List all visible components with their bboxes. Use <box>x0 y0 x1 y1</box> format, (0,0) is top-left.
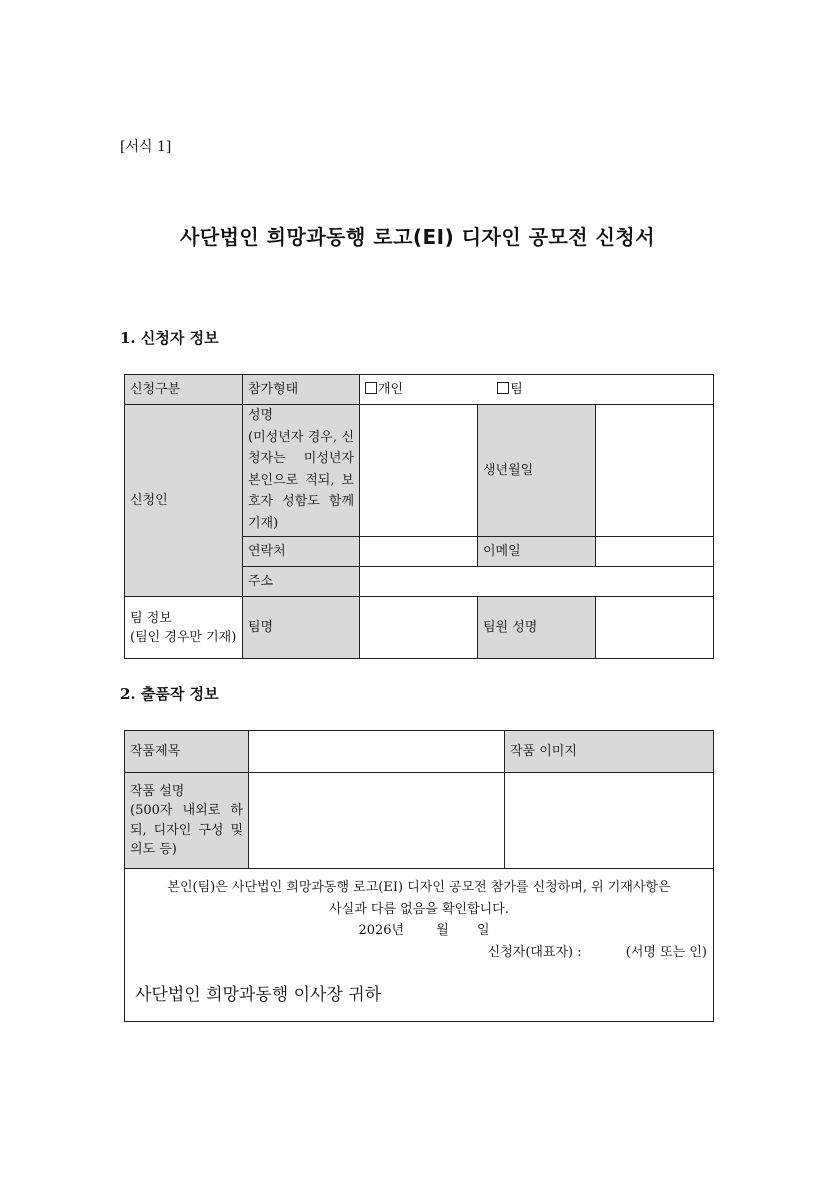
team-members-label: 팀원 성명 <box>478 597 596 659</box>
address-field[interactable] <box>360 567 714 597</box>
contact-field[interactable] <box>360 537 478 567</box>
applicant-info-table <box>124 374 714 659</box>
work-image-label: 작품 이미지 <box>505 731 714 773</box>
work-description-field[interactable] <box>249 773 505 869</box>
participation-type-label: 참가형태 <box>243 375 360 405</box>
date-month: 월 <box>436 923 449 938</box>
applicant-label: 신청인 <box>125 405 243 597</box>
team-name-label: 팀명 <box>243 597 360 659</box>
contact-label: 연락처 <box>243 537 360 567</box>
email-field[interactable] <box>596 537 714 567</box>
pledge-line-2: 사실과 다름 없음을 확인합니다. <box>329 902 509 917</box>
name-label: 성명 (미성년자 경우, 신청자는 미성년자 본인으로 적되, 보호자 성함도 함께 기재) <box>243 405 360 537</box>
addressee: 사단법인 희망과동행 이사장 귀하 <box>135 985 382 1005</box>
participation-type-options <box>360 375 714 405</box>
team-members-field[interactable] <box>596 597 714 659</box>
applicant-signature-line <box>131 943 707 963</box>
section-applicant-heading: 1. 신청자 정보 <box>120 329 219 347</box>
application-date <box>141 921 707 941</box>
email-label: 이메일 <box>478 537 596 567</box>
address-label: 주소 <box>243 567 360 597</box>
team-name-field[interactable] <box>360 597 478 659</box>
birthdate-field[interactable] <box>596 405 714 537</box>
individual-option[interactable] <box>365 380 403 400</box>
signature-label: (서명 또는 인) <box>625 945 707 960</box>
pledge-section <box>125 869 714 1022</box>
work-image-field[interactable] <box>505 773 714 869</box>
section-entry-heading: 2. 출품작 정보 <box>120 685 219 703</box>
individual-checkbox[interactable] <box>365 382 377 394</box>
team-option[interactable] <box>497 380 523 400</box>
work-description-label: 작품 설명 (500자 내외로 하되, 디자인 구성 및 의도 등) <box>125 773 249 869</box>
date-year: 2026년 <box>358 923 405 938</box>
entry-info-table <box>124 730 714 1022</box>
applicant-representative-label: 신청자(대표자) : <box>487 945 582 960</box>
applicant-type-label: 신청구분 <box>125 375 243 405</box>
pledge-line-1: 본인(팀)은 사단법인 희망과동행 로고(EI) 디자인 공모전 참가를 신청하며, 위 기재사항은 <box>167 880 671 895</box>
team-checkbox[interactable] <box>497 382 509 394</box>
document-title: 사단법인 희망과동행 로고(EI) 디자인 공모전 신청서 <box>179 225 656 249</box>
work-title-label: 작품제목 <box>125 731 249 773</box>
date-day: 일 <box>476 923 490 938</box>
name-field[interactable] <box>360 405 478 537</box>
team-info-label: 팀 정보 (팀인 경우만 기재) <box>125 597 243 659</box>
birthdate-label: 생년월일 <box>478 405 596 537</box>
form-number-label: [서식 1] <box>120 139 172 155</box>
team-option-label: 팀 <box>510 381 523 397</box>
work-title-field[interactable] <box>249 731 505 773</box>
individual-option-label: 개인 <box>378 381 404 397</box>
